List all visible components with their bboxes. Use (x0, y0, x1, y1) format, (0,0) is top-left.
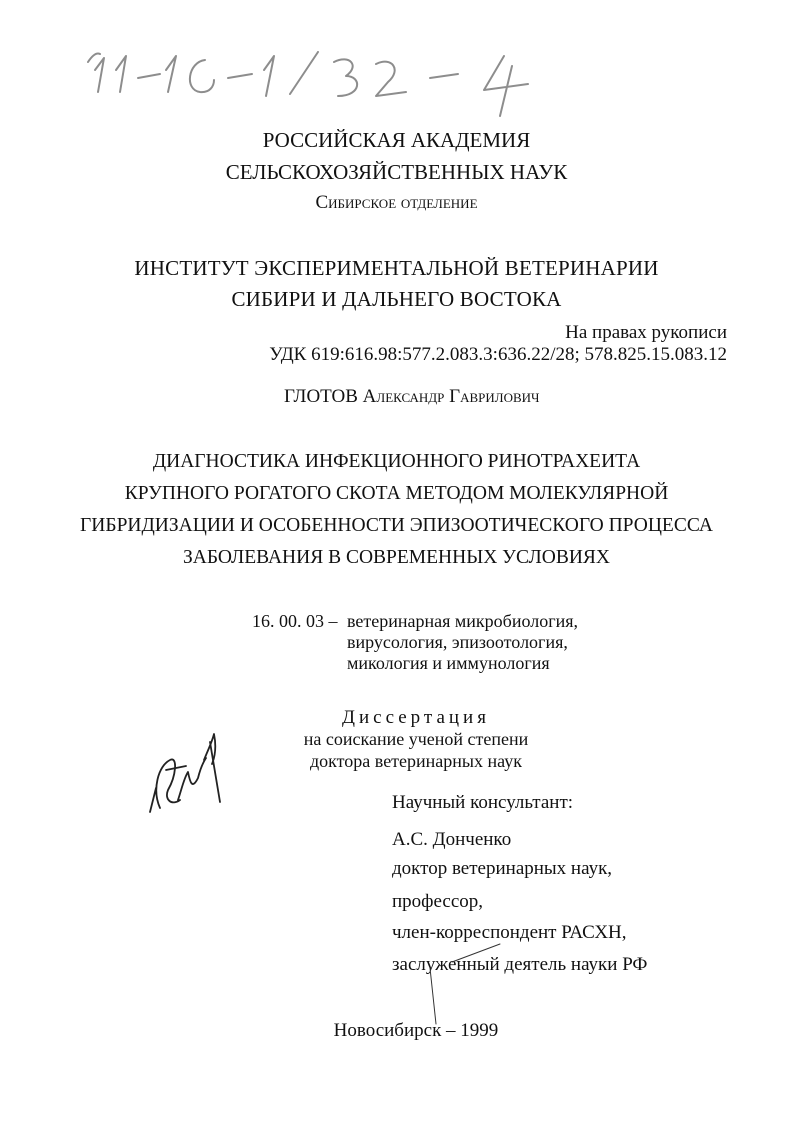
specialty-line: ветеринарная микробиология, (347, 611, 578, 631)
manuscript-rights-note: На правах рукописи (565, 322, 727, 343)
organization-line-2: СЕЛЬСКОХОЗЯЙСТВЕННЫХ НАУК (225, 160, 568, 184)
dissertation-degree-line: доктора ветеринарных наук (310, 751, 522, 771)
consultant-detail: доктор ветеринарных наук, (392, 858, 613, 879)
specialty-line: вирусология, эпизоотология, (347, 632, 568, 652)
consultant-name: А.С. Донченко (392, 829, 512, 850)
place-and-year: Новосибирск – 1999 (333, 1020, 499, 1041)
title-line: КРУПНОГО РОГАТОГО СКОТА МЕТОДОМ МОЛЕКУЛЯРНОЙ (124, 483, 669, 504)
organization-line-1: РОССИЙСКАЯ АКАДЕМИЯ (262, 128, 531, 152)
specialty-line: микология и иммунология (347, 653, 550, 673)
consultant-detail: профессор, (392, 891, 484, 912)
title-line: ДИАГНОСТИКА ИНФЕКЦИОННОГО РИНОТРАХЕИТА (152, 451, 641, 472)
dissertation-degree-line: на соискание ученой степени (303, 729, 529, 749)
consultant-heading: Научный консультант: (392, 792, 574, 813)
institute-line-1: ИНСТИТУТ ЭКСПЕРИМЕНТАЛЬНОЙ ВЕТЕРИНАРИИ (134, 256, 659, 280)
title-line: ЗАБОЛЕВАНИЯ В СОВРЕМЕННЫХ УСЛОВИЯХ (183, 547, 610, 568)
title-line: ГИБРИДИЗАЦИИ И ОСОБЕННОСТИ ЭПИЗООТИЧЕСКОГО ПРОЦЕССА (80, 515, 713, 536)
dissertation-label: Диссертация (342, 707, 490, 728)
consultant-detail: член-корреспондент РАСХН, (392, 922, 627, 943)
author-name: ГЛОТОВ Александр Гаврилович (284, 386, 540, 407)
branch-name: Сибирское отделение (315, 192, 478, 213)
consultant-detail: заслуженный деятель науки РФ (392, 954, 648, 975)
specialty-code: 16. 00. 03 – (252, 611, 338, 631)
udk-code: УДК 619:616.98:577.2.083.3:636.22/28; 578.825.15.083.12 (269, 344, 727, 365)
institute-line-2: СИБИРИ И ДАЛЬНЕГО ВОСТОКА (231, 287, 562, 311)
